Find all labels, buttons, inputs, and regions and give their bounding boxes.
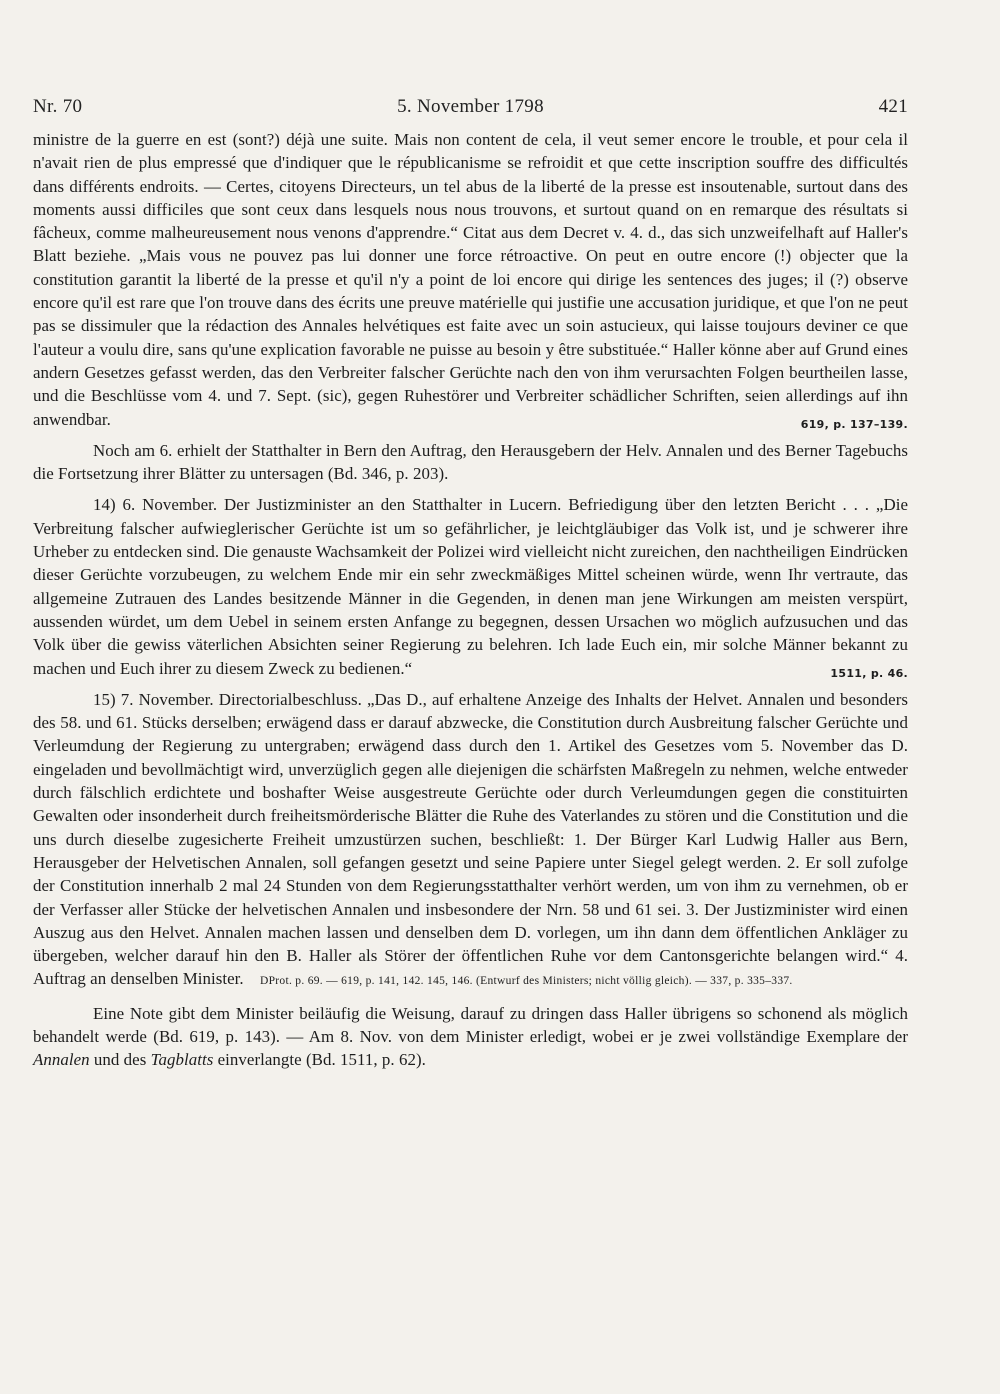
paragraph-text: 14) 6. November. Der Justizminister an den Statthalter in Lucern. Befriedigung über den letzten Bericht . . . „Die Verbreitung falscher aufwieglerischer Gerüchte ist um so gefährlicher, je leichtgläubiger das Volk ist, und je schwerer ihre Urheber zu entdecken sind. Die genauste Wachsamkeit der Polizei wird vielleicht nicht zureichen, den nachtheiligen Eindrücken dieser Gerüchte vorzubeugen, zu welchem Ende mir ein sehr zweckmäßiges Mittel scheinen würde, wenn Ihr vertraute, das allgemeine Zutrauen des Landes besitzende Männer in die Gegenden, in denen man jene Wirkungen am meisten verspürt, aussenden würdet, um dem Uebel in seinem ersten Anfange zu begegnen, dessen Ursachen wo möglich aufzusuchen und das Volk über die gewiss väterlichen Absichten seiner Regierung zu belehren. Ich lade Euch ein, mir solche Männer bekannt zu machen und Euch ihrer zu diesem Zweck zu bedienen.“ [33,495,908,678]
paragraph-note [33,439,908,486]
paragraph-note [33,1002,908,1072]
paragraph-text: und des [89,1050,151,1070]
paragraph-text: 15) 7. November. Directorialbeschluss. „Das D., auf erhaltene Anzeige des Inhalts der Helvet. Annalen und besonders des 58. und 61. Stücks derselben; erwägend dass er darauf abzwecke, die Constitution durch Ausbreitung falscher Gerüchte und Verleumdung der Regierung zu untergraben; erwägend dass durch den 1. Artikel des Gesetzes vom 5. November das D. eingeladen und bevollmächtigt wird, unverzüglich gegen alle diejenigen die schärfsten Maßregeln zu nehmen, welche entweder durch fälschlich erdichtete und boshafter Weise ausgestreute Gerüchte oder durch Verleumdungen gegen die constituirten Gewalten oder insonderheit durch freiheitsmörderische Blätter die Ruhe des Vaterlandes zu stören und die Constitution und die uns durch dieselbe zugesicherte Freiheit umzustürzen suchen, beschließt: 1. Der Bürger Karl Ludwig Haller aus Bern, Herausgeber der Helvetischen Annalen, soll gefangen gesetzt und seine Papiere unter Siegel gelegt werden. 2. Er soll zufolge der Constitution innerhalb 2 mal 24 Stunden von dem Regierungsstatthalter verhört werden, um von ihm zu vernehmen, ob er der Verfasser aller Stücke der helvetischen Annalen und insbesondere der Nrn. 58 und 61 sei. 3. Der Justizminister wird einen Auszug aus den Helvet. Annalen machen lassen und denselben dem D. vorlegen, um ihn dann dem öffentlichen Ankläger zu übergeben, welcher darauf hin den B. Haller als Störer der öffentlichen Ruhe vor dem Cantonsgerichte belangen wird.“ 4. Auftrag an denselben Minister. [33,689,908,989]
italic-title: Annalen [33,1050,90,1070]
paragraph-continuation [33,128,908,431]
page-number: 421 [878,96,908,117]
paragraph-text: einverlangte (Bd. 1511, p. 62). [213,1050,426,1070]
header-date: 5. November 1798 [397,96,544,117]
source-citation: DProt. p. 69. — 619, p. 141, 142. 145, 146. (Entwurf des Ministers; nicht völlig gleich). — 337, p. 335–337. [259,975,793,988]
source-citation: 619, p. 137–139. [800,417,908,431]
paragraph-entry-15 [33,688,908,994]
running-header [33,96,908,118]
body-text [33,128,908,1072]
paragraph-entry-14 [33,493,908,679]
source-citation: 1511, p. 46. [830,666,908,680]
paragraph-text: Eine Note gibt dem Minister beiläufig die Weisung, darauf zu dringen dass Haller übrigens so schonend als möglich behandelt werde (Bd. 619, p. 143). — Am 8. Nov. von dem Minister erledigt, wobei er je zwei vollständige Exemplare der [33,1003,908,1046]
document-number: Nr. 70 [33,96,83,117]
paragraph-text: Noch am 6. erhielt der Statthalter in Bern den Auftrag, den Herausgebern der Helv. Annalen und des Berner Tagebuchs die Fortsetzung ihrer Blätter zu untersagen (Bd. 346, p. 203). [33,440,908,484]
paragraph-text: ministre de la guerre en est (sont?) déjà une suite. Mais non content de cela, il veut semer encore le trouble, et pour cela il n'avait rien de plus empressé que d'indiquer que le républicanisme se refroidit et que cette inscription souffre des difficultés dans différents endroits. — Certes, citoyens Directeurs, un tel abus de la liberté de la presse est insoutenable, surtout dans des moments aussi difficiles que sont ceux dans lesquels nous nous trouvons, et surtout quand on en remarque des résultats si fâcheux, comme malheureusement nous venons d'apprendre.“ Citat aus dem Decret v. 4. d., das sich unzweifelhaft auf Haller's Blatt beziehe. „Mais vous ne pouvez pas lui donner une force rétroactive. On peut en outre encore (!) objecter que la constitution garantit la liberté de la presse et qu'il n'y a point de loi encore qui dirige les sentences des juges; il (?) observe encore qu'il est rare que l'on trouve dans des écrits une preuve matérielle qui justifie une accusation juridique, et que l'on ne peut pas se dissimuler que la rédaction des Annales helvétiques est faite avec un soin astucieux, qui laisse toujours deviner ce que l'auteur a voulu dire, sans qu'une explication favorable ne puisse au besoin y être substituée.“ Haller könne aber auf Grund eines andern Gesetzes gefasst werden, das den Verbreiter falscher Gerüchte nach den von ihm verursachten Folgen beurtheilen lasse, und die Beschlüsse vom 4. und 7. Sept. (sic), gegen Ruhestörer und Verbreiter schädlicher Schriften, seien allerdings auf ihn anwendbar. [33,130,908,429]
italic-title: Tagblatts [150,1050,214,1070]
